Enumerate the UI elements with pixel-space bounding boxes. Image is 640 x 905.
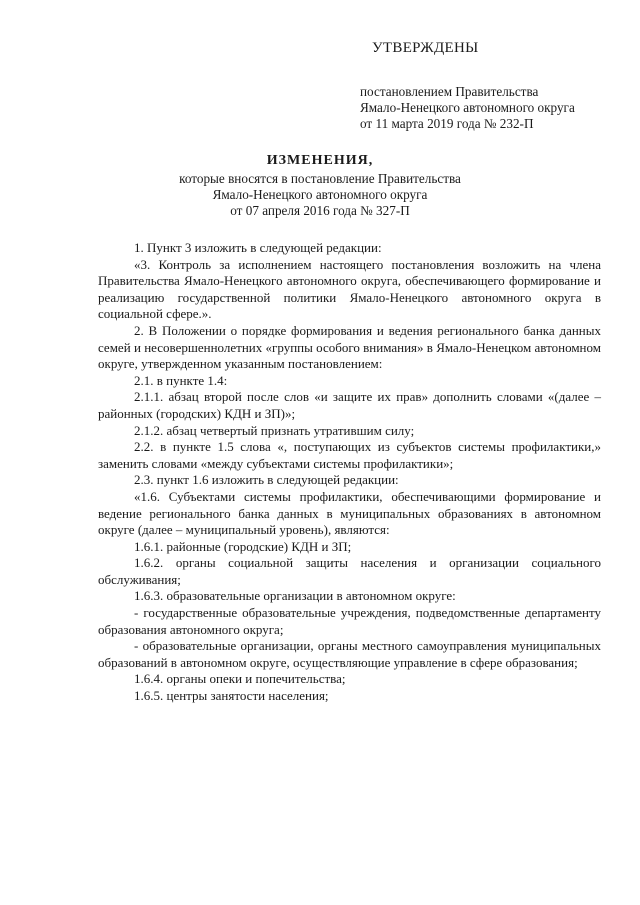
paragraph: 1.6.4. органы опеки и попечительства;: [134, 671, 346, 687]
document-body: [98, 240, 601, 705]
paragraph: 2. В Положении о порядке формирования и ведения регионального банка данных семей и несовершеннолетних «группы особого внимания» в Ямало-Ненецком автономном округе, утвержденном указанным постановлением:: [98, 322, 601, 372]
paragraph: 1. Пункт 3 изложить в следующей редакции:: [134, 240, 382, 255]
paragraph: 2.1.2. абзац четвертый признать утратившим силу;: [134, 422, 415, 438]
subtitle-line: Ямало-Ненецкого автономного округа: [212, 187, 428, 202]
approval-block: [360, 84, 575, 132]
approval-heading: УТВЕРЖДЕНЫ: [372, 40, 479, 56]
approval-line: от 11 марта 2019 года № 232-П: [360, 116, 534, 131]
paragraph: 2.1. в пункте 1.4:: [134, 372, 228, 388]
document-title: ИЗМЕНЕНИЯ,: [266, 153, 374, 168]
paragraph: «1.6. Субъектами системы профилактики, обеспечивающими формирование и ведение регионального банка данных в муниципальных образованиях в автономном округе (далее – муниципальный уровень), являются:: [98, 488, 601, 538]
subtitle-line: от 07 апреля 2016 года № 327-П: [230, 203, 410, 218]
paragraph: 1.6.3. образовательные организации в автономном округе:: [134, 588, 456, 604]
paragraph: - государственные образовательные учреждения, подведомственные департаменту образования автономного округа;: [98, 605, 601, 637]
paragraph: 1.6.5. центры занятости населения;: [134, 688, 329, 704]
paragraph: 1.6.1. районные (городские) КДН и ЗП;: [134, 538, 352, 554]
paragraph: - образовательные организации, органы местного самоуправления муниципальных образований в автономном округе, осуществляющие управление в сфере образования;: [98, 638, 601, 670]
document-subtitle: [0, 171, 640, 219]
paragraph: 2.2. в пункте 1.5 слова «, поступающих из субъектов системы профилактики,» заменить словами «между субъектами системы профилактики»;: [98, 439, 601, 471]
approval-line: постановлением Правительства: [360, 84, 539, 99]
paragraph: «3. Контроль за исполнением настоящего постановления возложить на члена Правительства Ямало-Ненецкого автономного округа, обеспечивающего формирование и реализацию государственной политики Ямало-Ненецкого автономного округа в социальной сфере.».: [98, 256, 601, 322]
subtitle-line: которые вносятся в постановление Правительства: [179, 171, 461, 186]
paragraph: 2.3. пункт 1.6 изложить в следующей редакции:: [134, 472, 399, 488]
approval-line: Ямало-Ненецкого автономного округа: [360, 100, 575, 115]
paragraph: 2.1.1. абзац второй после слов «и защите их прав» дополнить словами «(далее – районных (городских) КДН и ЗП)»;: [98, 389, 601, 421]
paragraph: 1.6.2. органы социальной защиты населения и организации социального обслуживания;: [98, 555, 601, 587]
